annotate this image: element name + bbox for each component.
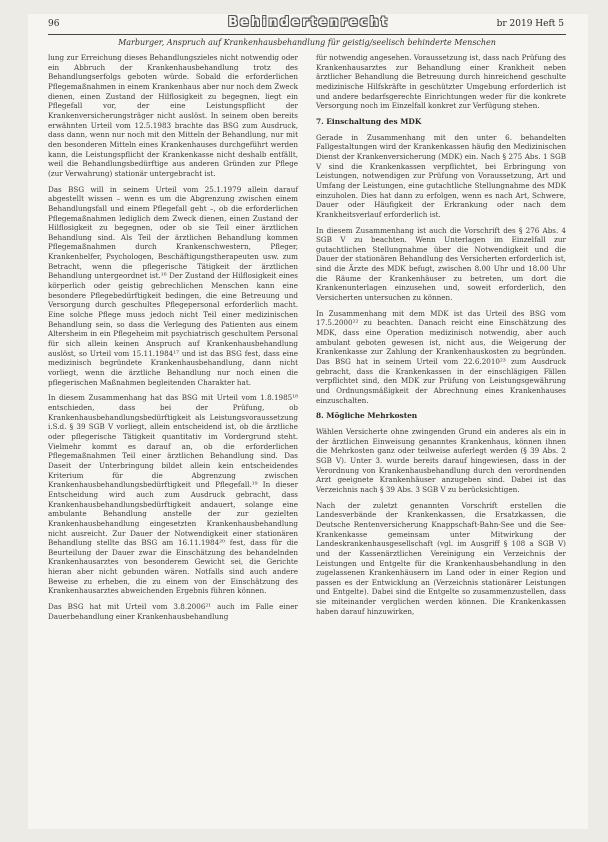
paragraph: Nach der zuletzt genannten Vorschrift erstellen die Landesverbände der Krankenkassen, die Ersatzkassen, die Deutsche Rentenversicherung Knappschaft-Bahn-See und die See-Krankenkasse gemeinsam unter Mitwirkung der Landeskrankenhausgesellschaft (vgl. im Ausgriff § 108 a SGB V) und der Kassenärztlichen Vereinigung ein Verzeichnis der Leistungen und Entgelte für die Krankenhausbehandlung in den zugelassenen Krankenhäusern im Land oder in einer Region und passen es der Entwicklung an (Verzeichnis stationärer Leistungen und Entgelte). Dabei sind die Entgelte so zusammenzustellen, dass sie miteinander verglichen werden können. Die Krankenkassen haben darauf hinzuwirken, [316,500,566,616]
paragraph: Gerade in Zusammenhang mit den unter 6. behandelten Fallgestaltungen wird der Krankenkassen häufig den Medizinischen Dienst der Krankenversicherung (MDK) ein. Nach § 275 Abs. 1 SGB V sind die Krankenkassen verpflichtet, bei Erbringung von Leistungen, notwendigen zur Prüfung von Voraussetzung, Art und Umfang der Leistungen, eine gutachtliche Stellungnahme des MDK einzuholen. Dies hat dann zu erfolgen, wenn es nach Art, Schwere, Dauer oder Häufigkeit der Erkrankung oder nach dem Krankheitsverlauf erforderlich ist. [316,132,566,219]
section-heading: 7. Einschaltung des MDK [316,116,422,126]
section-heading: 8. Mögliche Mehrkosten [316,411,418,421]
right-column [316,53,566,622]
paragraph: In Zusammenhang mit dem MDK ist das Urteil des BSG vom 17.5.2000²² zu beachten. Danach reicht eine Einschätzung des MDK, dass eine Operation medizinisch notwendig, aber auch ambulant geboten gewesen ist, nicht aus, die Weigerung der Krankenkasse zur Zahlung der Krankenhauskosten zu begründen. Das BSG hat in seinem Urteil vom 22.6.2010²³ zum Ausdruck gebracht, dass die Krankenkassen in der einschlägigen Fällen verpflichtet sind, den MDK zur Prüfung von Leistungsgewährung und Ordnungsmäßigkeit der Abrechnung eines Krankenhauses einzuschalten. [316,308,566,405]
article-subtitle: Marburger, Anspruch auf Krankenhausbehandlung für geistig/seelisch behinderte Menschen [118,38,496,47]
paragraph: für notwendig angesehen. Voraussetzung ist, dass nach Prüfung des Krankenhausarztes zur Behandlung einer Krankheit neben ärztlicher Behandlung die Betreuung durch hinreichend geschulte medizinische Hilfskräfte in geschützter Umgebung erforderlich ist und andere bedarfsgerechte Einrichtungen weder für die konkrete Versorgung noch im Einzelfall konkret zur Verfügung stehen. [316,53,566,111]
left-column [48,53,298,627]
paragraph: In diesem Zusammenhang hat das BSG mit Urteil vom 1.8.1985¹⁸ entschieden, dass bei der Prüfung, ob Krankenhausbehandlungsbedürftigkeit als Leistungsvoraussetzung i.S.d. § 39 SGB V vorliegt, allein entscheidend ist, ob die ärztliche oder pflegerische Tätigkeit quantitativ im Vordergrund steht. Vielmehr kommt es darauf an, ob die erforderlichen Pflegemaßnahmen Teil einer ärztlichen Behandlung sind. Das Daseit der Unterbringung bildet allein kein entscheidendes Kriterium für die Abgrenzung zwischen Krankenhausbehandlungsbedürftigkeit und Pflegefall.¹⁹ In dieser Entscheidung wird auch zum Ausdruck gebracht, dass Krankenhausbehandlungsbedürftigkeit andauert, solange eine ambulante Behandlung anstelle der zur gezielten Krankenhausbehandlung eingesetzten Krankenhausbehandlung nicht ausreicht. Zur Dauer der Notwendigkeit einer stationären Behandlung stellte das BSG am 16.11.1984²⁰ fest, dass für die Beurteilung der Dauer zwar die Einschätzung des behandelnden Krankenhausarztes von besonderem Gewicht sei, die Gerichte hieran aber nicht gebunden wären. Notfalls sind auch andere Beweise zu erheben, die zu einem von der Einschätzung des Krankenhausarztes abweichenden Ergebnis führen können. [48,393,298,596]
issue-label: br 2019 Heft 5 [496,19,564,29]
paragraph: lung zur Erreichung dieses Behandlungszieles nicht notwendig oder ein Abbruch der Krankenhausbehandlung trotz des Behandlungserfolgs geboten würde. Sobald die erforderlichen Pflegemaßnahmen in einem Krankenhaus aber nur noch dem Zweck dienen, einen Zustand der Hilflosigkeit zu begegnen, liegt ein Pflegefall vor, der eine Leistungspflicht der Krankenversicherungsträger nicht auslöst. In seinem oben bereits erwähnten Urteil vom 12.5.1983 brachte das BSG zum Ausdruck, dass dann, wenn nur noch mit den Mitteln der Behandlung, nur mit den besonderen Mitteln eines Krankenhauses durchgeführt werden kann, die Leistungspflicht der Krankenkasse nicht deshalb entfällt, weil die Behandlungsbedürftige aus anderen Gründen zur Pflege (zur Verwahrung) stationär untergebracht ist. [48,53,298,178]
running-header [48,14,566,35]
paragraph: Das BSG hat mit Urteil vom 3.8.2006²¹ auch im Falle einer Dauerbehandlung einer Krankenhausbehandlung [48,602,298,621]
paragraph: In diesem Zusammenhang ist auch die Vorschrift des § 276 Abs. 4 SGB V zu beachten. Wenn Unterlagen im Einzelfall zur gutachtlichen Stellungnahme über die Notwendigkeit und die Dauer der stationären Behandlung des Versicherten erforderlich ist, sind die Ärzte des MDK befugt, zwischen 8.00 Uhr und 18.00 Uhr die Räume der Krankenhäuser zu betreten, um dort die Krankenunterlagen einzusehen und, soweit erforderlich, den Versicherten untersuchen zu können. [316,225,566,303]
paragraph: Wählen Versicherte ohne zwingenden Grund ein anderes als ein in der ärztlichen Einweisung genanntes Krankenhaus, können ihnen die Mehrkosten ganz oder teilweise auferlegt werden (§ 39 Abs. 2 SGB V). Unter 3. wurde bereits darauf hingewiesen, dass in der Verordnung von Krankenhausbehandlung durch den verordnenden Arzt geeignete Krankenhäuser anzugeben sind. Dabei ist das Verzeichnis nach § 39 Abs. 3 SGB V zu berücksichtigen. [316,426,566,494]
journal-title: Behindertenrecht [228,15,389,30]
paragraph: Das BSG will in seinem Urteil vom 25.1.1979 allein darauf abgestellt wissen – wenn es um die Abgrenzung zwischen einem Behandlungsfall und einem Pflegefall geht –, ob die erforderlichen Pflegemaßnahmen lediglich dem Zweck dienen, einen Zustand der Hilflosigkeit zu begegnen, oder ob sie Teil einer ärztlichen Behandlung sind. Als Teil der ärztlichen Behandlung kommen Pflegemaßnahmen durch Krankenschwestern, Pfleger, Krankenhelfer, Psychologen, Beschäftigungstherapeuten usw. zum Betracht, wenn die pflegerische Tätigkeit der ärztlichen Behandlung untergeordnet ist.¹⁶ Der Zustand der Hilflosigkeit eines körperlich oder geistig gebrechlichen Menschen kann eine besondere Pflegebedürftigkeit bedingen, die eine Betreuung und Versorgung durch geschultes Pflegepersonal erforderlich macht. Eine solche Pflege muss jedoch nicht Teil einer medizinischen Behandlung sein, so dass die Verlegung des Patienten aus einem Altersheim in ein Pflegeheim mit psychiatrisch geschultem Personal für sich allein keinen Anspruch auf Krankenhausbehandlung auslöst, so Urteil vom 15.11.1984¹⁷ und ist das BSG fest, dass eine medizinisch begründete Krankenhausbehandlung, dann nicht vorliegt, wenn die ärztliche Behandlung nur noch einen die pflegerischen Maßnahmen begleitenden Charakter hat. [48,184,298,387]
page-number: 96 [48,19,60,29]
